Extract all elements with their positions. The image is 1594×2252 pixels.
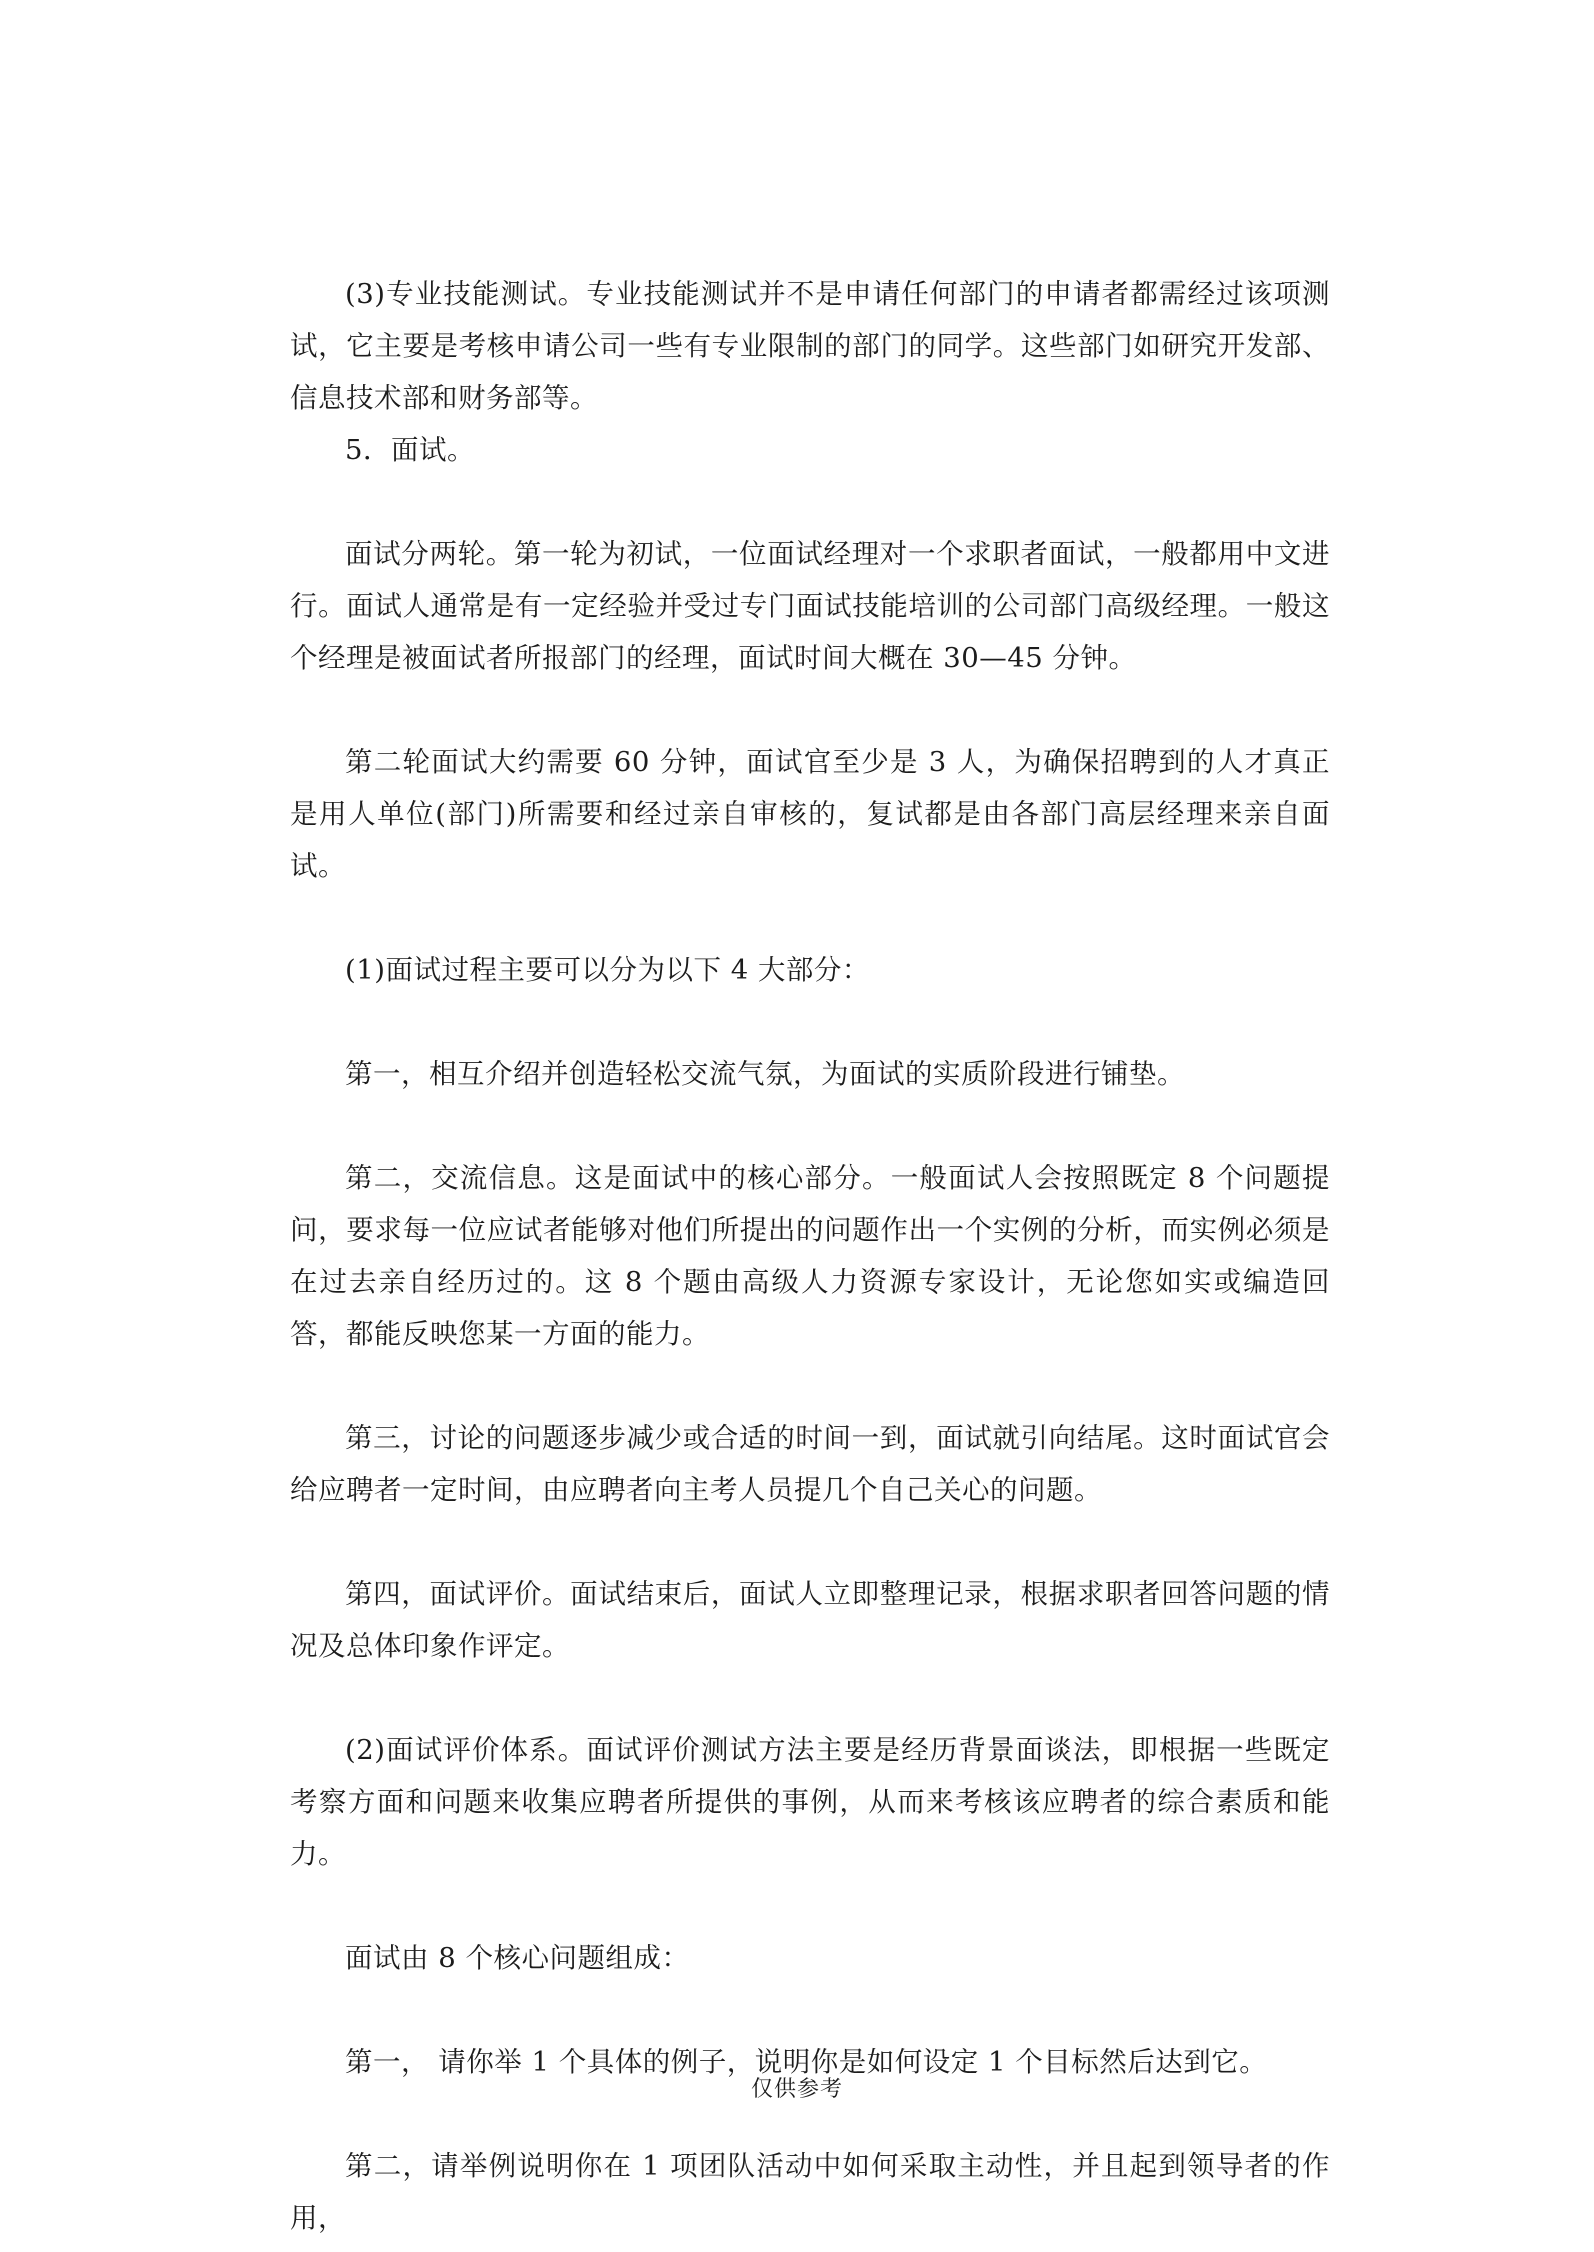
paragraph-part-two: 第二，交流信息。这是面试中的核心部分。一般面试人会按照既定 8 个问题提问，要求每一位应试者能够对他们所提出的问题作出一个实例的分析，而实例必须是在过去亲自经历过的。这 8 个题由高级人力资源专家设计，无论您如实或编造回答，都能反映您某一方面的能力。 bbox=[290, 1162, 1330, 1350]
paragraph-part-three: 第三，讨论的问题逐步减少或合适的时间一到，面试就引向结尾。这时面试官会给应聘者一定时间，由应聘者向主考人员提几个自己关心的问题。 bbox=[290, 1422, 1330, 1506]
page-footer: 仅供参考 bbox=[750, 2077, 843, 2102]
paragraph-professional-skills-test: (3)专业技能测试。专业技能测试并不是申请任何部门的申请者都需经过该项测试，它主要是考核申请公司一些有专业限制的部门的同学。这些部门如研究开发部、信息技术部和财务部等。 bbox=[290, 278, 1330, 414]
paragraph-question-one: 第一， 请你举 1 个具体的例子，说明你是如何设定 1 个目标然后达到它。 bbox=[345, 2046, 1268, 2078]
paragraph-evaluation-system: (2)面试评价体系。面试评价测试方法主要是经历背景面谈法，即根据一些既定考察方面和问题来收集应聘者所提供的事例，从而来考核该应聘者的综合素质和能力。 bbox=[290, 1734, 1330, 1870]
paragraph-second-round: 第二轮面试大约需要 60 分钟，面试官至少是 3 人，为确保招聘到的人才真正是用人单位(部门)所需要和经过亲自审核的，复试都是由各部门高层经理来亲自面试。 bbox=[290, 746, 1330, 882]
paragraph-question-two: 第二，请举例说明你在 1 项团队活动中如何采取主动性，并且起到领导者的作用， bbox=[290, 2150, 1330, 2234]
paragraph-part-one: 第一，相互介绍并创造轻松交流气氛，为面试的实质阶段进行铺垫。 bbox=[345, 1058, 1185, 1090]
paragraph-core-questions: 面试由 8 个核心问题组成： bbox=[345, 1942, 690, 1974]
paragraph-interview-rounds: 面试分两轮。第一轮为初试，一位面试经理对一个求职者面试，一般都用中文进行。面试人通常是有一定经验并受过专门面试技能培训的公司部门高级经理。一般这个经理是被面试者所报部门的经理，面试时间大概在 30—45 分钟。 bbox=[290, 538, 1330, 674]
document-body bbox=[290, 268, 1330, 2244]
paragraph-part-four: 第四，面试评价。面试结束后，面试人立即整理记录，根据求职者回答问题的情况及总体印象作评定。 bbox=[290, 1578, 1330, 1662]
paragraph-interview-heading: 5．面试。 bbox=[345, 434, 475, 466]
paragraph-process-parts: (1)面试过程主要可以分为以下 4 大部分： bbox=[345, 954, 870, 986]
